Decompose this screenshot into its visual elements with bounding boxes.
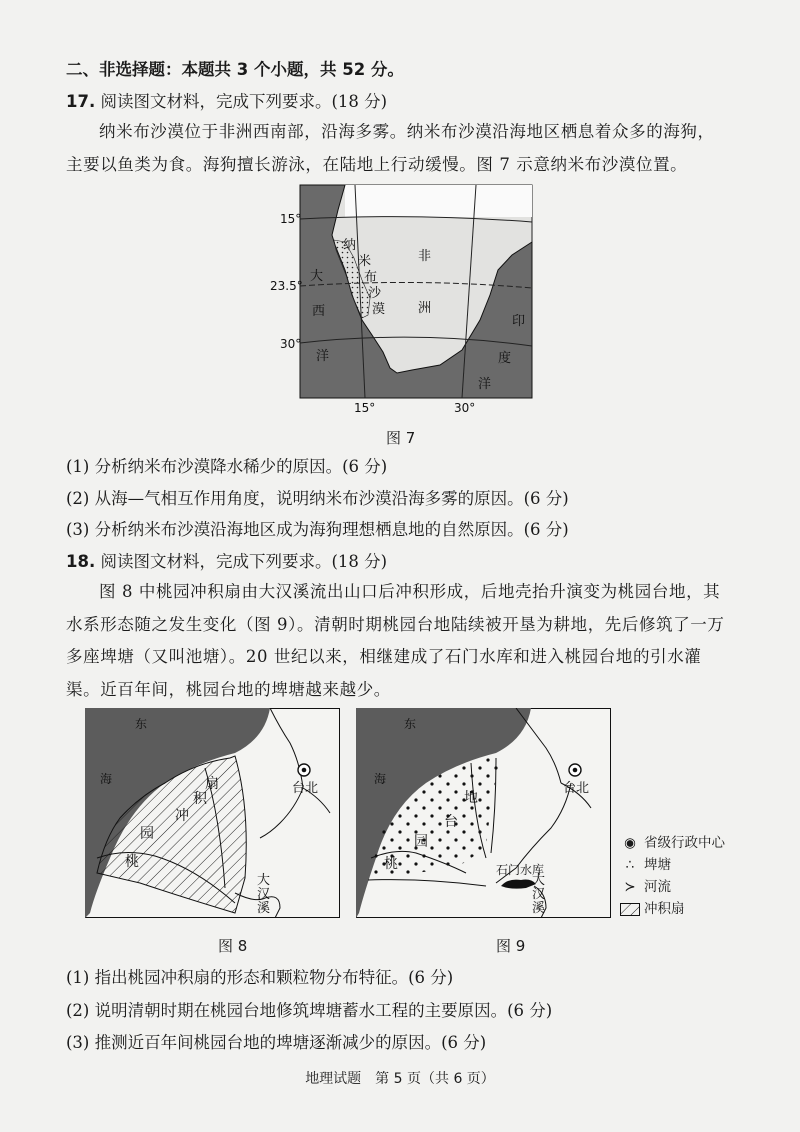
- q17-sub-2: (2) 从海—气相互作用角度，说明纳米布沙漠沿海多雾的原因。(6 分): [66, 489, 569, 508]
- figure-9-caption: 图 9: [496, 937, 526, 955]
- svg-text:桃: 桃: [384, 856, 398, 872]
- figure-8-caption: 图 8: [218, 937, 248, 955]
- q17-number: 17.: [66, 92, 96, 111]
- map-legend: [620, 832, 725, 920]
- svg-text:东: 东: [404, 717, 417, 731]
- svg-text:米: 米: [358, 254, 372, 269]
- hatch-icon: [620, 903, 640, 916]
- svg-text:冲: 冲: [175, 808, 189, 824]
- indian-label-1: 印: [512, 314, 526, 329]
- legend-river: ≻ 河流: [620, 876, 725, 898]
- q17-prompt: 阅读图文材料，完成下列要求。(18 分): [100, 92, 388, 111]
- africa-label-1: 非: [418, 249, 432, 264]
- svg-text:溪: 溪: [532, 901, 546, 916]
- lat-15: 15°: [280, 212, 302, 226]
- legend-capital: ◉ 省级行政中心: [620, 832, 725, 854]
- q18-prompt: 阅读图文材料，完成下列要求。(18 分): [100, 552, 388, 571]
- svg-text:台北: 台北: [563, 781, 590, 796]
- svg-text:布: 布: [364, 270, 378, 285]
- figure-7-map: [250, 180, 550, 420]
- q18-header: [66, 552, 387, 572]
- svg-text:汉: 汉: [257, 887, 271, 902]
- q18-sub-1: (1) 指出桃园冲积扇的形态和颗粒物分布特征。(6 分): [66, 968, 454, 987]
- lat-30: 30°: [280, 337, 302, 351]
- atlantic-label-3: 洋: [316, 349, 330, 364]
- q18-number: 18.: [66, 552, 96, 571]
- q18-material: 图 8 中桃园冲积扇由大汉溪流出山口后冲积形成，后地壳抬升演变为桃园台地，其水系形态随之发生变化（图 9）。清朝时期桃园台地陆续被开垦为耕地，先后修筑了一万多座埤塘（又叫池塘）。20 世纪以来，相继建成了石门水库和进入桃园台地的引水灌渠。近百年间，桃园台地的埤塘越来越少。: [66, 582, 725, 699]
- legend-pond: ∴ 埤塘: [620, 854, 725, 876]
- q17-material: 纳米布沙漠位于非洲西南部，沿海多雾。纳米布沙漠沿海地区栖息着众多的海狗，主要以鱼类为食。海狗擅长游泳，在陆地上行动缓慢。图 7 示意纳米布沙漠位置。: [66, 122, 715, 174]
- svg-text:园: 园: [140, 826, 154, 842]
- svg-text:台北: 台北: [292, 781, 319, 796]
- q18-sub-2: (2) 说明清朝时期在桃园台地修筑埤塘蓄水工程的主要原因。(6 分): [66, 1001, 553, 1020]
- svg-text:海: 海: [374, 772, 387, 786]
- svg-text:积: 积: [193, 791, 207, 807]
- page-footer: 地理试题 第 5 页（共 6 页）: [305, 1071, 495, 1087]
- indian-label-3: 洋: [478, 377, 492, 392]
- lon-30: 30°: [454, 401, 476, 415]
- svg-text:扇: 扇: [205, 776, 219, 792]
- figure-9-map: [356, 708, 611, 918]
- indian-label-2: 度: [498, 351, 512, 366]
- capital-circle-icon: ◉: [624, 835, 636, 851]
- svg-text:园: 园: [414, 834, 428, 850]
- svg-text:纳: 纳: [343, 238, 357, 253]
- lon-15: 15°: [354, 401, 376, 415]
- svg-text:桃: 桃: [125, 854, 139, 870]
- svg-text:溪: 溪: [257, 901, 271, 916]
- svg-text:东: 东: [135, 717, 148, 731]
- svg-text:海: 海: [100, 772, 113, 786]
- svg-text:地: 地: [464, 790, 478, 806]
- figure-8-map: [85, 708, 340, 918]
- section-heading: 二、非选择题：本题共 3 个小题，共 52 分。: [66, 60, 404, 79]
- svg-text:汉: 汉: [532, 887, 546, 902]
- svg-text:台: 台: [444, 814, 458, 830]
- q17-sub-1: (1) 分析纳米布沙漠降水稀少的原因。(6 分): [66, 457, 388, 476]
- q18-sub-3: (3) 推测近百年间桃园台地的埤塘逐渐减少的原因。(6 分): [66, 1033, 487, 1052]
- river-icon: ≻: [624, 879, 636, 895]
- atlantic-label-2: 西: [312, 304, 326, 319]
- figure-7-caption: 图 7: [386, 429, 416, 447]
- svg-text:大: 大: [532, 873, 546, 888]
- q17-sub-3: (3) 分析纳米布沙漠沿海地区成为海狗理想栖息地的自然原因。(6 分): [66, 520, 569, 539]
- legend-fan: 冲积扇: [620, 898, 725, 920]
- q17-header: [66, 92, 387, 112]
- svg-text:大: 大: [257, 873, 271, 888]
- svg-text:沙: 沙: [368, 286, 382, 301]
- africa-label-2: 洲: [418, 301, 432, 316]
- svg-text:石门水库: 石门水库: [496, 863, 545, 877]
- pond-dots-icon: ∴: [625, 857, 635, 873]
- svg-text:漠: 漠: [372, 302, 386, 317]
- atlantic-label-1: 大: [310, 269, 324, 284]
- lat-23-5: 23.5°: [270, 279, 303, 293]
